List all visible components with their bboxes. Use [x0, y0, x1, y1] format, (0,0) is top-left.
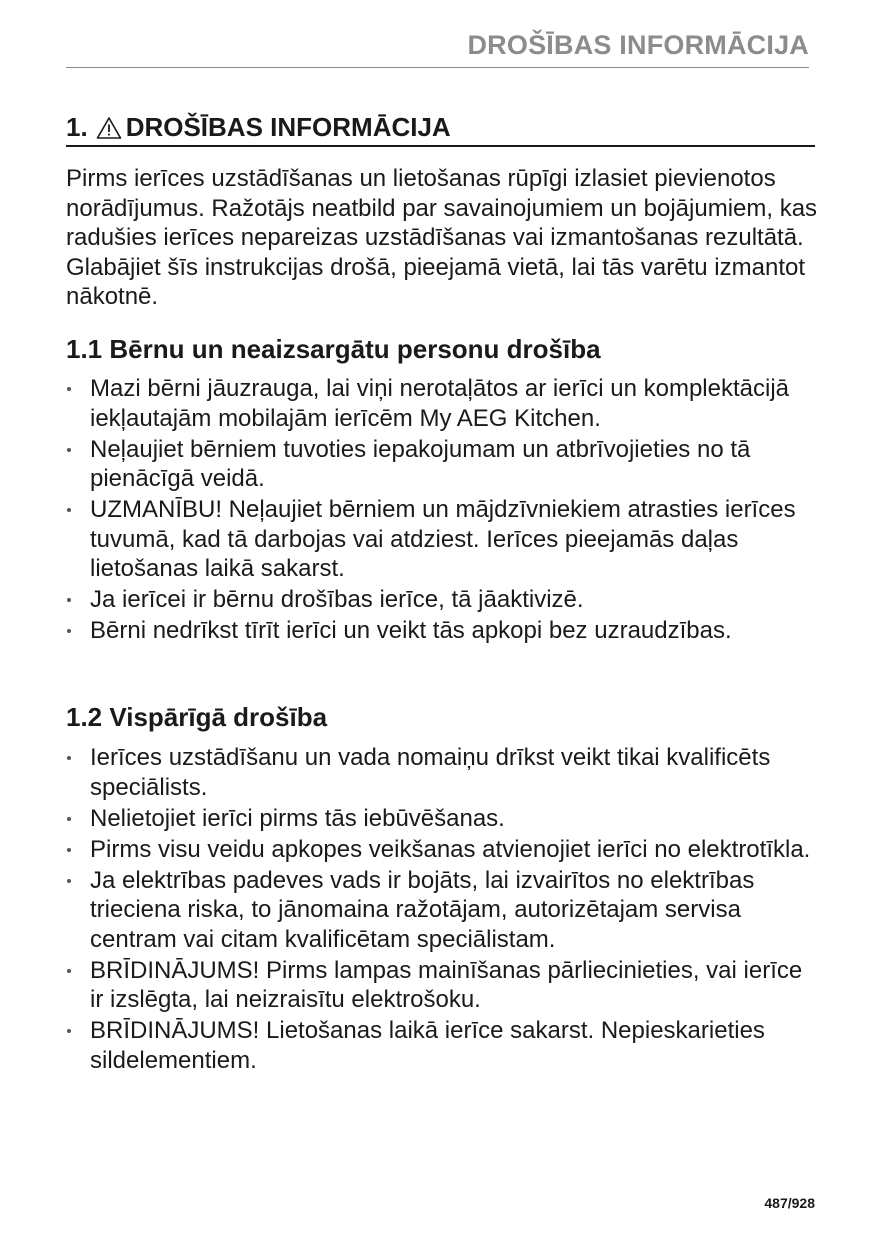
list-item-text: Nelietojiet ierīci pirms tās iebūvēšanas.: [90, 804, 505, 832]
bullet-dot: [67, 1029, 71, 1033]
list-item-text: Mazi bērni jāuzrauga, lai viņi nerotaļātos ar ierīci un komplektācijā iekļautajām mobilajām ierīcēm My AEG Kitchen.: [90, 375, 789, 432]
bullet-dot: [67, 387, 71, 391]
header-divider: [66, 67, 809, 68]
chapter-title-text: DROŠĪBAS INFORMĀCIJA: [125, 112, 451, 142]
bullet-dot: [67, 629, 71, 633]
section-title-child-safety: 1.1 Bērnu un neaizsargātu personu drošība: [66, 334, 601, 364]
running-header: DROŠĪBAS INFORMĀCIJA: [467, 30, 809, 60]
list-item: [66, 435, 816, 494]
list-item: [66, 835, 816, 865]
list-item: [66, 495, 816, 584]
bullet-dot: [67, 756, 71, 760]
list-item: [66, 866, 816, 955]
list-item-text: Ja ierīcei ir bērnu drošības ierīce, tā jāaktivizē.: [90, 586, 584, 613]
list-item-text: Bērni nedrīkst tīrīt ierīci un veikt tās apkopi bez uzraudzības.: [90, 617, 732, 644]
general-safety-list: [66, 743, 816, 1077]
bullet-dot: [67, 879, 71, 883]
list-item: [66, 374, 816, 433]
list-item: [66, 1016, 816, 1075]
list-item-text: Neļaujiet bērniem tuvoties iepakojumam un atbrīvojieties no tā pienācīgā veidā.: [90, 435, 751, 492]
page-number: 487/928: [764, 1195, 815, 1211]
list-item-text: Ja elektrības padeves vads ir bojāts, lai izvairītos no elektrības trieciena riska, to jānomaina ražotājam, autorizētajam servisa centram vai citam kvalificētam speciālistam.: [90, 866, 755, 953]
list-item: [66, 743, 816, 802]
list-item-text: BRĪDINĀJUMS! Lietošanas laikā ierīce sakarst. Nepieskarieties sildelementiem.: [90, 1017, 765, 1074]
list-item-text: Ierīces uzstādīšanu un vada nomaiņu drīkst veikt tikai kvalificēts speciālists.: [90, 744, 771, 801]
list-item: [66, 804, 816, 834]
bullet-dot: [67, 848, 71, 852]
child-safety-list: [66, 374, 816, 647]
bullet-dot: [67, 969, 71, 973]
list-item: [66, 585, 816, 615]
chapter-divider: [66, 145, 815, 147]
list-item-text: UZMANĪBU! Neļaujiet bērniem un mājdzīvniekiem atrasties ierīces tuvumā, kad tā darbojas vai atdziest. Ierīces pieejamās daļas lietošanas laikā sakarst.: [90, 496, 796, 582]
bullet-dot: [67, 448, 71, 452]
chapter-number: 1.: [66, 112, 88, 142]
intro-paragraph: Pirms ierīces uzstādīšanas un lietošanas rūpīgi izlasiet pievienotos norādījumus. Ražotājs neatbild par savainojumiem un bojājumiem, kas radušies ierīces nepareizas uzstādīšanas vai izmantošanas rezultātā. Glabājiet šīs instrukcijas drošā, pieejamā vietā, lai tās varētu izmantot nākotnē.: [66, 165, 818, 310]
bullet-dot: [67, 598, 71, 602]
chapter-title: [66, 112, 451, 143]
bullet-dot: [67, 817, 71, 821]
list-item-text: Pirms visu veidu apkopes veikšanas atvienojiet ierīci no elektrotīkla.: [90, 835, 811, 863]
list-item-text: BRĪDINĀJUMS! Pirms lampas mainīšanas pārliecinieties, vai ierīce ir izslēgta, lai neizraisītu elektrošoku.: [90, 956, 803, 1013]
bullet-dot: [67, 508, 71, 512]
section-title-general-safety: 1.2 Vispārīgā drošība: [66, 702, 328, 732]
list-item: [66, 616, 816, 646]
list-item: [66, 956, 816, 1015]
warning-triangle-icon: [96, 116, 122, 140]
